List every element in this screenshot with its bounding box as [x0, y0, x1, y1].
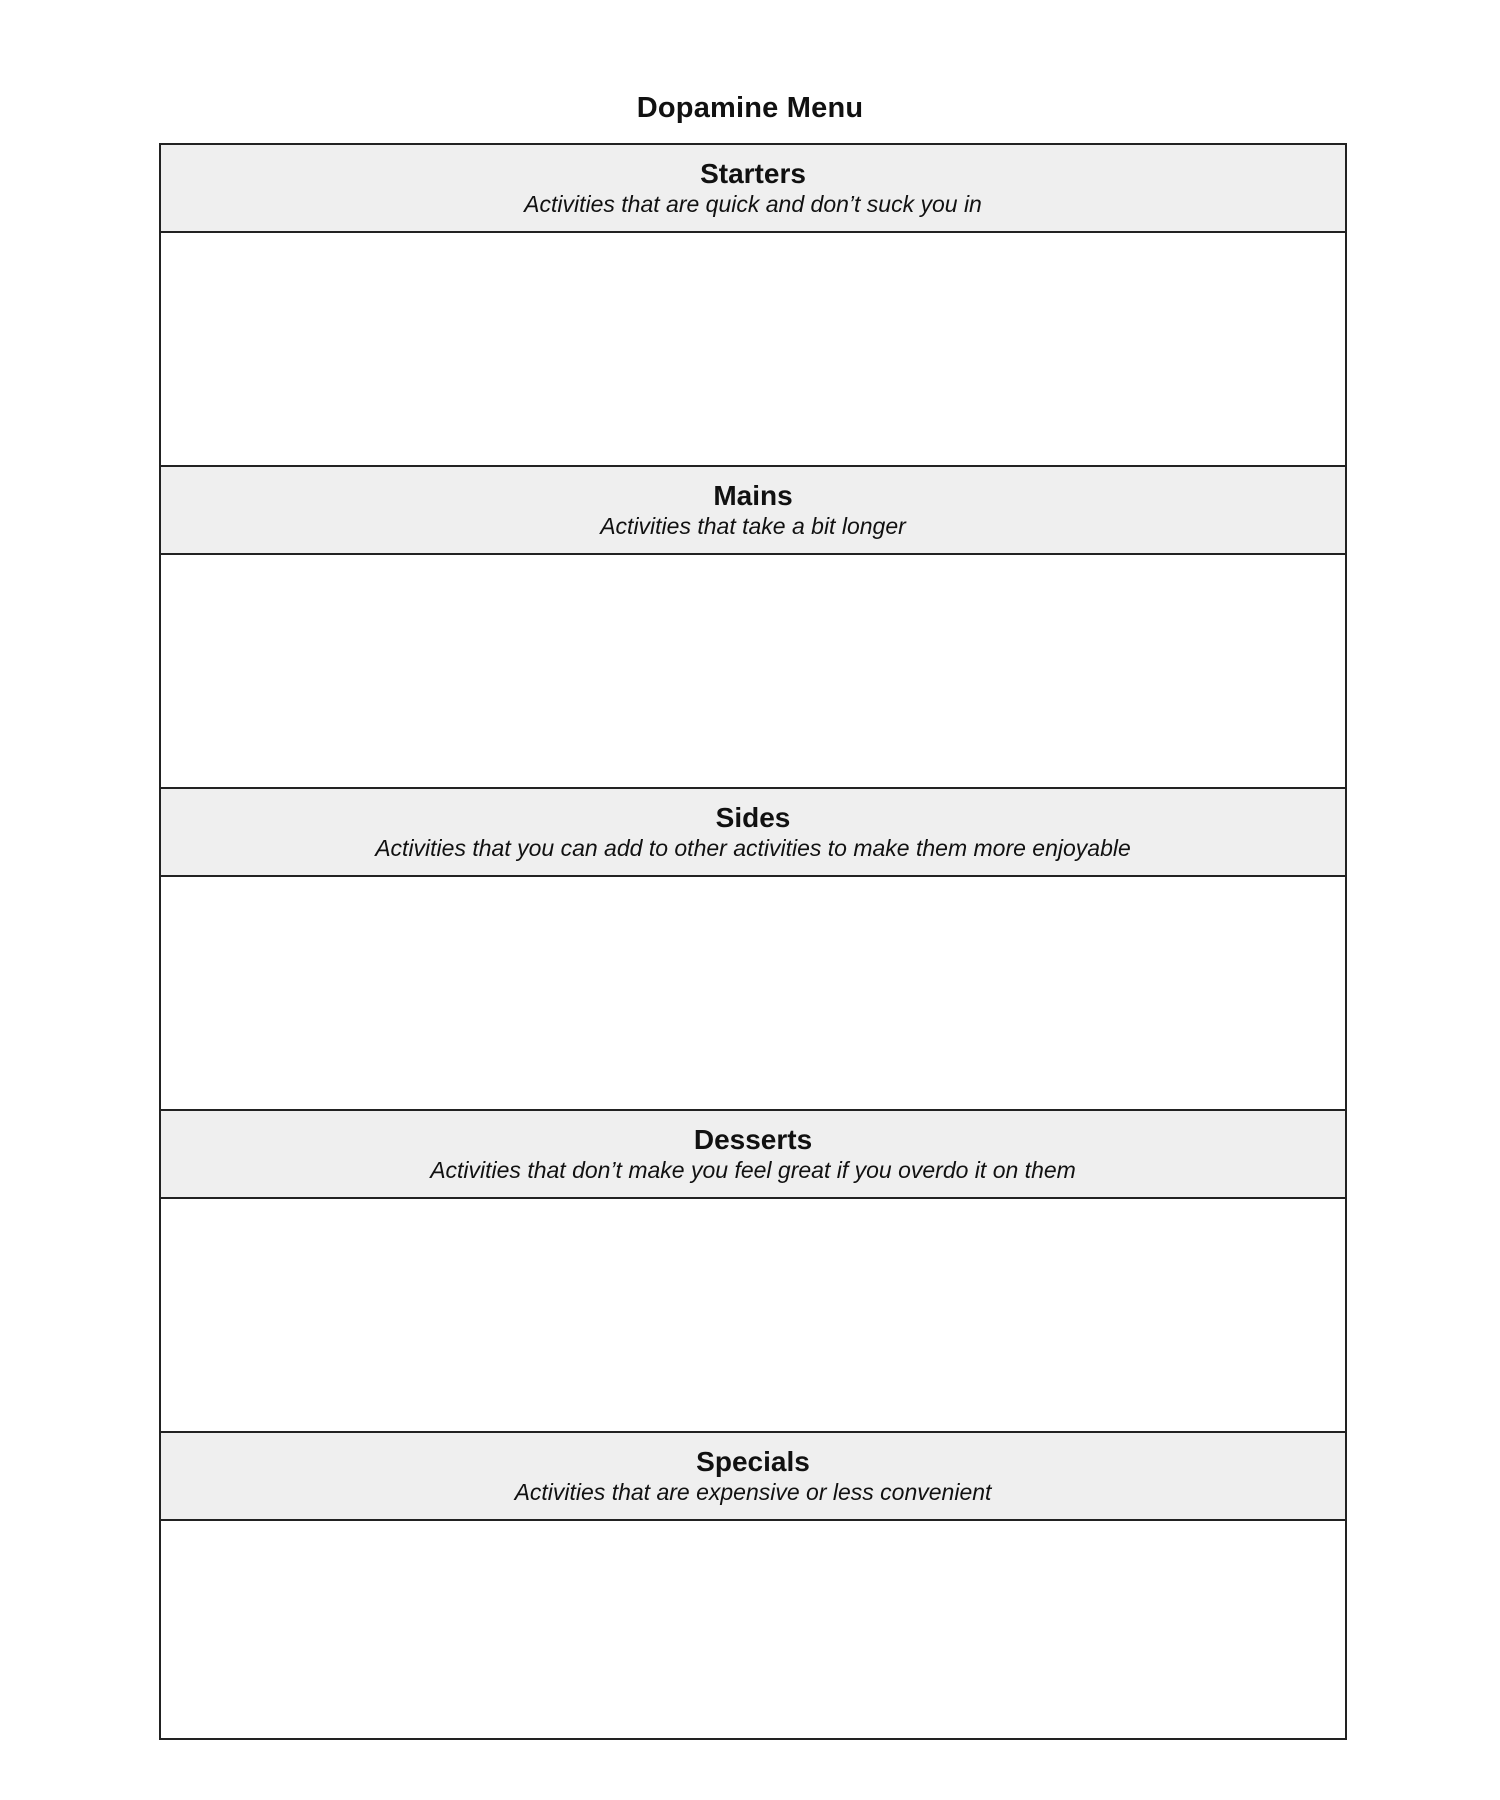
section-specials	[161, 1431, 1345, 1716]
section-body-starters[interactable]	[161, 233, 1345, 465]
section-header	[161, 1111, 1345, 1199]
section-header	[161, 789, 1345, 877]
section-body-mains[interactable]	[161, 555, 1345, 787]
section-title: Sides	[715, 802, 791, 833]
section-title: Desserts	[693, 1124, 813, 1155]
section-header	[161, 1433, 1345, 1521]
section-title: Specials	[696, 1446, 810, 1477]
menu-table	[159, 143, 1347, 1740]
section-desserts	[161, 1109, 1345, 1431]
section-header	[161, 145, 1345, 233]
section-subtitle: Activities that take a bit longer	[600, 513, 906, 539]
section-title: Mains	[713, 480, 793, 511]
section-subtitle: Activities that are quick and don’t suck you in	[524, 191, 982, 217]
section-body-sides[interactable]	[161, 877, 1345, 1109]
section-body-specials[interactable]	[161, 1521, 1345, 1716]
section-starters	[161, 145, 1345, 465]
section-body-desserts[interactable]	[161, 1199, 1345, 1431]
section-mains	[161, 465, 1345, 787]
page-title: Dopamine Menu	[636, 92, 864, 124]
section-title: Starters	[700, 158, 806, 189]
section-sides	[161, 787, 1345, 1109]
section-subtitle: Activities that are expensive or less convenient	[514, 1479, 992, 1505]
section-subtitle: Activities that don’t make you feel great if you overdo it on them	[430, 1157, 1076, 1183]
section-header	[161, 467, 1345, 555]
section-subtitle: Activities that you can add to other activities to make them more enjoyable	[375, 835, 1131, 861]
